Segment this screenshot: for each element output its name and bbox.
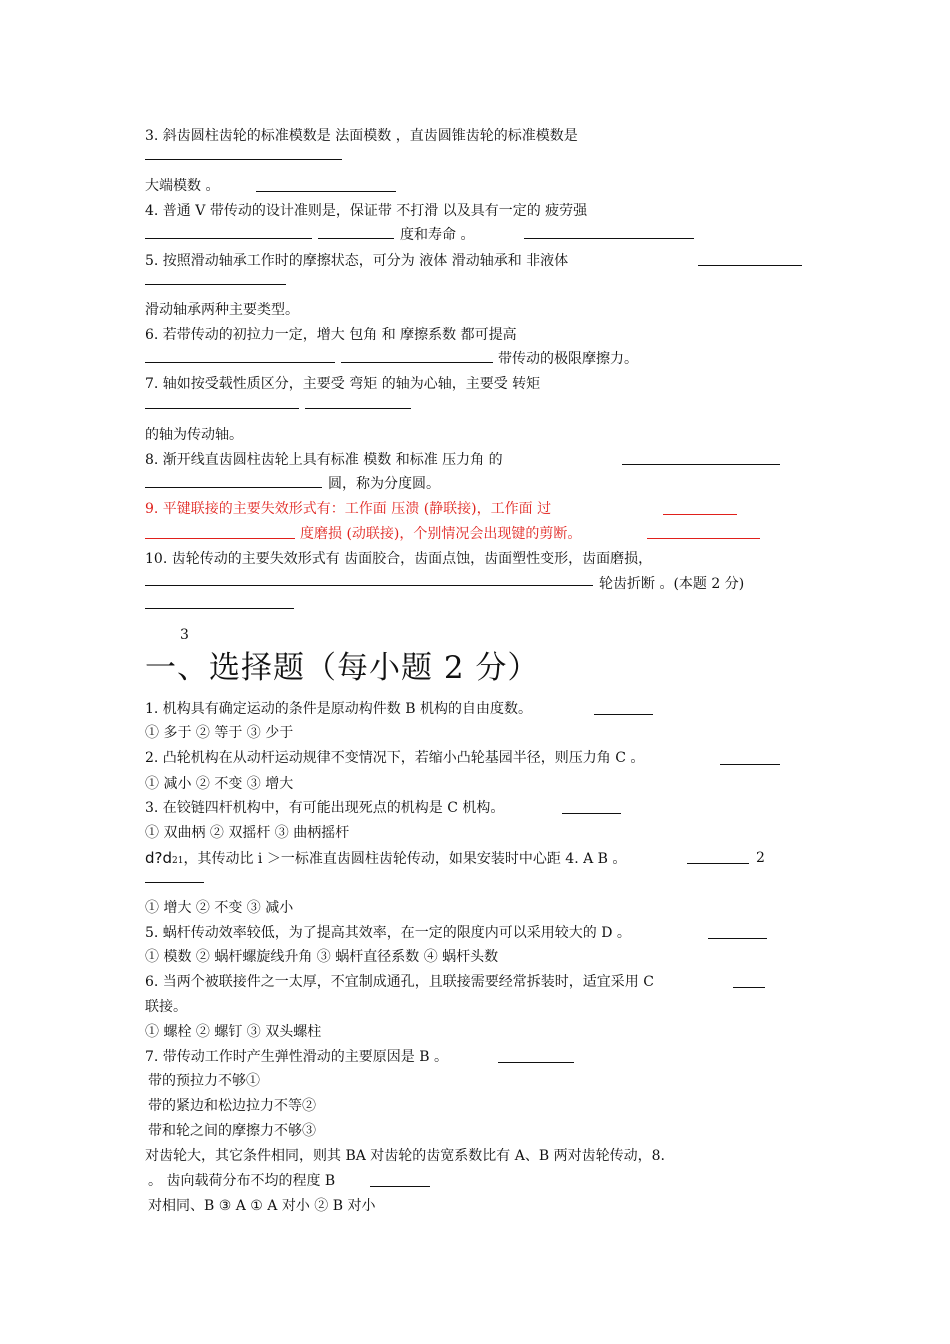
blank-underline xyxy=(145,882,204,883)
q8-line-2: 圆，称为分度圆。 xyxy=(328,476,440,492)
blank-underline xyxy=(733,987,765,988)
choice-q2: 2. 凸轮机构在从动杆运动规律不变情况下，若缩小凸轮基园半径，则压力角 C 。 xyxy=(145,750,645,766)
q10-line-1: 10. 齿轮传动的主要失效形式有 齿面胶合，齿面点蚀，齿面塑性变形，齿面磨损， xyxy=(145,551,653,567)
blank-underline xyxy=(145,408,299,409)
blank-underline xyxy=(145,608,294,609)
blank-underline xyxy=(256,191,396,192)
q6-line-2: 带传动的极限摩擦力。 xyxy=(498,351,638,367)
q9-line-1: 9. 平键联接的主要失效形式有：工作面 压溃 (静联接)，工作面 过 xyxy=(145,501,552,517)
blank-underline xyxy=(145,238,312,239)
formula-subscript: 21 xyxy=(172,856,184,866)
blank-underline xyxy=(145,362,335,363)
blank-underline xyxy=(720,764,780,765)
choice-q6-options: ① 螺栓 ② 螺钉 ③ 双头螺柱 xyxy=(145,1024,322,1040)
choice-q5: 5. 蜗杆传动效率较低，为了提高其效率，在一定的限度内可以采用较大的 D 。 xyxy=(145,925,631,941)
blank-underline xyxy=(498,1062,574,1063)
choice-q7: 7. 带传动工作时产生弹性滑动的主要原因是 B 。 xyxy=(145,1049,448,1065)
blank-underline xyxy=(622,464,780,465)
blank-underline xyxy=(145,284,286,285)
choice-q4-text: ，其传动比 i ＞一标准直齿圆柱齿轮传动，如果安装时中心距 4. A B 。 xyxy=(183,851,627,867)
blank-underline xyxy=(687,863,749,864)
blank-underline xyxy=(562,813,621,814)
choice-q5-options: ① 模数 ② 蜗杆螺旋线升角 ③ 蜗杆直径系数 ④ 蜗杆头数 xyxy=(145,949,499,965)
blank-underline xyxy=(594,714,653,715)
q3-line-2: 大端模数 。 xyxy=(145,178,220,194)
q3-line-1: 3. 斜齿圆柱齿轮的标准模数是 法面模数 ，直齿圆锥齿轮的标准模数是 xyxy=(145,128,578,144)
blank-underline xyxy=(708,938,767,939)
blank-underline xyxy=(698,265,802,266)
choice-q8-line-3: 对相同、B ③ A ① A 对小 ② B 对小 xyxy=(148,1198,376,1214)
q4-line-1: 4. 普通 V 带传动的设计准则是，保证带 不打滑 以及具有一定的 疲劳强 xyxy=(145,203,588,219)
blank-underline xyxy=(663,514,737,515)
q5-line-2: 滑动轴承两种主要类型。 xyxy=(145,302,299,318)
blank-underline xyxy=(370,1186,430,1187)
section-title: 一、选择题（每小题 2 分） xyxy=(145,650,540,686)
blank-underline xyxy=(145,159,342,160)
q7-line-2: 的轴为传动轴。 xyxy=(145,427,243,443)
choice-q1: 1. 机构具有确定运动的条件是原动构件数 B 机构的自由度数。 xyxy=(145,701,532,717)
blank-underline xyxy=(145,538,295,539)
q7-line-1: 7. 轴如按受载性质区分，主要受 弯矩 的轴为心轴，主要受 转矩 xyxy=(145,376,541,392)
q5-line-1: 5. 按照滑动轴承工作时的摩擦状态，可分为 液体 滑动轴承和 非液体 xyxy=(145,253,569,269)
blank-underline xyxy=(647,538,760,539)
formula-symbol: d?d xyxy=(145,849,173,867)
blank-underline xyxy=(305,408,411,409)
choice-q6: 6. 当两个被联接件之一太厚，不宜制成通孔，且联接需要经常拆装时，适宜采用 C xyxy=(145,974,654,990)
blank-underline xyxy=(524,238,694,239)
page-number: 3 xyxy=(180,627,189,643)
blank-underline xyxy=(145,585,593,586)
q6-line-1: 6. 若带传动的初拉力一定，增大 包角 和 摩擦系数 都可提高 xyxy=(145,327,517,343)
choice-q1-options: ① 多于 ② 等于 ③ 少于 xyxy=(145,725,294,741)
q9-line-2: 度磨损 (动联接)，个别情况会出现键的剪断。 xyxy=(300,526,582,542)
choice-q2-options: ① 减小 ② 不变 ③ 增大 xyxy=(145,776,294,792)
choice-q7-option-2: 带的紧边和松边拉力不等② xyxy=(148,1098,316,1114)
choice-q4 xyxy=(145,849,626,870)
q8-line-1: 8. 渐开线直齿圆柱齿轮上具有标准 模数 和标准 压力角 的 xyxy=(145,452,503,468)
q10-line-2: 轮齿折断 。(本题 2 分) xyxy=(599,576,745,592)
choice-q7-option-3: 带和轮之间的摩擦力不够③ xyxy=(148,1123,316,1139)
choice-q3: 3. 在铰链四杆机构中，有可能出现死点的机构是 C 机构。 xyxy=(145,800,505,816)
choice-q4-end: 2 xyxy=(756,850,765,866)
blank-underline xyxy=(145,487,322,488)
choice-q8-line-1: 对齿轮大，其它条件相同，则其 BA 对齿轮的齿宽系数比有 A、B 两对齿轮传动，8. xyxy=(145,1148,665,1164)
blank-underline xyxy=(318,238,394,239)
choice-q8-line-2: 。 齿向载荷分布不均的程度 B xyxy=(148,1173,336,1189)
choice-q7-option-1: 带的预拉力不够① xyxy=(148,1073,260,1089)
blank-underline xyxy=(341,362,493,363)
q4-line-2: 度和寿命 。 xyxy=(400,227,475,243)
choice-q3-options: ① 双曲柄 ② 双摇杆 ③ 曲柄摇杆 xyxy=(145,825,350,841)
choice-q6-line-2: 联接。 xyxy=(145,999,187,1015)
choice-q4-options: ① 增大 ② 不变 ③ 减小 xyxy=(145,900,294,916)
